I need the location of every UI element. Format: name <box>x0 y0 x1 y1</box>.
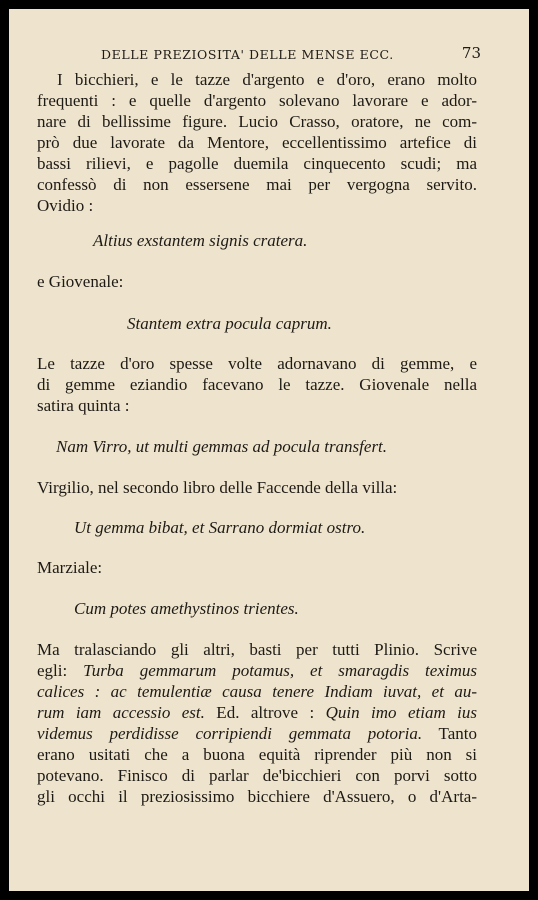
text-line: frequenti : e quelle d'argento solevano lavorare e ador- <box>37 91 477 110</box>
text-line <box>37 702 477 723</box>
latin-quote-satira: Nam Virro, ut multi gemmas ad pocula transfert. <box>56 437 388 456</box>
text-line: gli occhi il preziosissimo bicchiere d'Assuero, o d'Arta- <box>37 787 477 806</box>
text-line: Ma tralasciando gli altri, basti per tutti Plinio. Scrive <box>37 640 477 659</box>
text-line <box>37 660 477 681</box>
latin-run: Turba gemmarum potamus, et smaragdis teximus <box>83 661 477 680</box>
paragraph-tazze <box>37 353 477 416</box>
latin-quote-giovenale: Stantem extra pocula caprum. <box>127 314 332 333</box>
text-line: erano usitati che a buona equità riprender più non si <box>37 745 477 764</box>
text-line: nare di bellissime figure. Lucio Crasso, oratore, ne com- <box>37 112 477 131</box>
text-line <box>37 681 477 702</box>
text-run: Tanto <box>422 724 477 743</box>
text-run: Ed. altrove : <box>204 703 326 722</box>
latin-quote-marziale: Cum potes amethystinos trientes. <box>74 599 299 618</box>
text-line-virgilio: Virgilio, nel secondo libro delle Faccende della villa: <box>37 478 398 497</box>
text-line: I bicchieri, e le tazze d'argento e d'oro, erano molto <box>57 70 477 89</box>
text-line: potevano. Finisco di parlar de'bicchieri con porvi sotto <box>37 766 477 785</box>
text-line-marziale: Marziale: <box>37 558 103 577</box>
text-line: prò due lavorate da Mentore, eccellentissimo artefice di <box>37 133 477 152</box>
running-title: DELLE PREZIOSITA' DELLE MENSE ECC. <box>101 47 394 62</box>
text-line <box>37 723 477 744</box>
latin-run: calices : ac temulentiæ causa tenere Indiam iuvat, et au- <box>37 682 477 701</box>
latin-run: rum iam accessio est. <box>37 703 205 722</box>
paragraph-bicchieri <box>37 69 477 216</box>
text-run: egli: <box>37 661 84 680</box>
paragraph-plinio <box>37 639 477 807</box>
text-line-giovenale: e Giovenale: <box>37 272 124 291</box>
text-line: bassi rilievi, e pagolle duemila cinquecento scudi; ma <box>37 154 477 173</box>
text-line: satira quinta : <box>37 396 130 415</box>
page-number: 73 <box>461 44 481 62</box>
latin-run: Quin imo etiam ius <box>325 703 478 722</box>
latin-quote-virgilio: Ut gemma bibat, et Sarrano dormiat ostro. <box>74 518 366 537</box>
text-line: di gemme eziandio facevano le tazze. Giovenale nella <box>37 375 477 394</box>
latin-quote-ovidio: Altius exstantem signis cratera. <box>93 231 308 250</box>
text-line: Le tazze d'oro spesse volte adornavano di gemme, e <box>37 354 477 373</box>
text-line: confessò di non essersene mai per vergogna servito. <box>37 175 477 194</box>
latin-run: videmus perdidisse corripiendi gemmata potoria. <box>37 724 423 743</box>
book-page <box>9 9 529 891</box>
running-header <box>101 44 481 62</box>
text-line: Ovidio : <box>37 196 94 215</box>
